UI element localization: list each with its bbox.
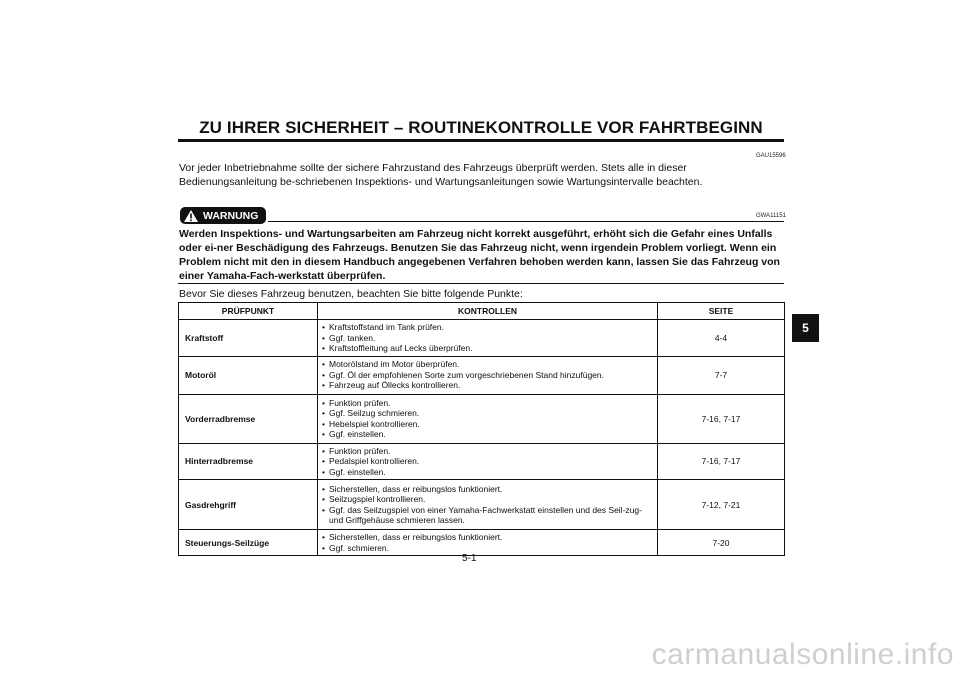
check-item: • Ggf. das Seilzugspiel von einer Yamaha-Fachwerkstatt einstellen und des Seil-zug- und Griffgehäuse schmieren lassen. xyxy=(322,505,653,526)
lead-sentence: Bevor Sie dieses Fahrzeug benutzen, beachten Sie bitte folgende Punkte: xyxy=(179,288,523,300)
row-checks xyxy=(318,530,658,556)
check-item: • Kraftstoffleitung auf Lecks überprüfen. xyxy=(322,343,653,354)
row-pages: 7-12, 7-21 xyxy=(658,480,785,530)
check-item: • Fahrzeug auf Öllecks kontrollieren. xyxy=(322,380,653,391)
header-pruefpunkt: PRÜFPUNKT xyxy=(179,303,318,320)
table-row xyxy=(179,443,785,480)
title-rule xyxy=(178,139,784,142)
row-item: Motoröl xyxy=(179,356,318,394)
warning-rule-bottom xyxy=(178,283,784,284)
watermark: carmanualsonline.info xyxy=(651,638,954,671)
check-item: • Ggf. einstellen. xyxy=(322,467,653,478)
check-item: • Motorölstand im Motor überprüfen. xyxy=(322,359,653,370)
page-number: 5-1 xyxy=(462,553,477,564)
header-kontrollen: KONTROLLEN xyxy=(318,303,658,320)
check-item: • Ggf. tanken. xyxy=(322,333,653,344)
row-pages: 7-16, 7-17 xyxy=(658,443,785,480)
row-checks xyxy=(318,320,658,357)
table-row xyxy=(179,480,785,530)
chapter-tab: 5 xyxy=(792,314,819,342)
row-pages: 4-4 xyxy=(658,320,785,357)
check-item: • Sicherstellen, dass er reibungslos funktioniert. xyxy=(322,532,653,543)
check-item: • Ggf. Öl der empfohlenen Sorte zum vorgeschriebenen Stand hinzufügen. xyxy=(322,370,653,381)
table-row xyxy=(179,394,785,443)
check-item: • Sicherstellen, dass er reibungslos funktioniert. xyxy=(322,484,653,495)
check-item: • Ggf. einstellen. xyxy=(322,429,653,440)
table-row xyxy=(179,320,785,357)
row-item: Steuerungs-Seilzüge xyxy=(179,530,318,556)
table-row xyxy=(179,356,785,394)
table-header-row xyxy=(179,303,785,320)
row-checks xyxy=(318,394,658,443)
row-checks xyxy=(318,356,658,394)
row-pages: 7-16, 7-17 xyxy=(658,394,785,443)
check-item: • Pedalspiel kontrollieren. xyxy=(322,456,653,467)
check-item: • Seilzugspiel kontrollieren. xyxy=(322,494,653,505)
warning-text: Werden Inspektions- und Wartungsarbeiten am Fahrzeug nicht korrekt ausgeführt, erhöht sich die Gefahr eines Unfalls oder ei-ner Beschädigung des Fahrzeugs. Benutzen Sie das Fahrzeug nicht, wenn irgendein Problem vorliegt. Wenn ein Problem nicht mit den in diesem Handbuch angegebenen Verfahren behoben werden kann, lassen Sie das Fahrzeug von einer Yamaha-Fach-werkstatt überprüfen. xyxy=(179,228,780,282)
table-row xyxy=(179,530,785,556)
row-pages: 7-20 xyxy=(658,530,785,556)
row-pages: 7-7 xyxy=(658,356,785,394)
row-item: Gasdrehgriff xyxy=(179,480,318,530)
check-item: • Hebelspiel kontrollieren. xyxy=(322,419,653,430)
warning-code: GWA11151 xyxy=(756,213,786,219)
row-item: Vorderradbremse xyxy=(179,394,318,443)
warning-label: WARNUNG xyxy=(203,209,259,222)
page-title: ZU IHRER SICHERHEIT – ROUTINEKONTROLLE VOR FAHRTBEGINN xyxy=(199,118,763,137)
check-item: • Ggf. Seilzug schmieren. xyxy=(322,408,653,419)
row-checks xyxy=(318,443,658,480)
row-checks xyxy=(318,480,658,530)
intro-paragraph: Vor jeder Inbetriebnahme sollte der sichere Fahrzustand des Fahrzeugs überprüft werden. Stets alle in dieser Bedienungsanleitung be-schriebenen Inspektions- und Wartungsanleitungen sowie Wartungsintervalle beachten. xyxy=(179,162,703,188)
check-item: • Funktion prüfen. xyxy=(322,398,653,409)
warning-triangle-icon xyxy=(183,209,199,223)
check-item: • Ggf. schmieren. xyxy=(322,543,653,554)
section-code: GAU15596 xyxy=(756,153,786,159)
check-item: • Funktion prüfen. xyxy=(322,446,653,457)
inspection-table xyxy=(178,302,785,556)
row-item: Kraftstoff xyxy=(179,320,318,357)
warning-badge xyxy=(180,207,266,224)
warning-rule-top xyxy=(268,221,784,222)
check-item: • Kraftstoffstand im Tank prüfen. xyxy=(322,322,653,333)
row-item: Hinterradbremse xyxy=(179,443,318,480)
header-seite: SEITE xyxy=(658,303,785,320)
